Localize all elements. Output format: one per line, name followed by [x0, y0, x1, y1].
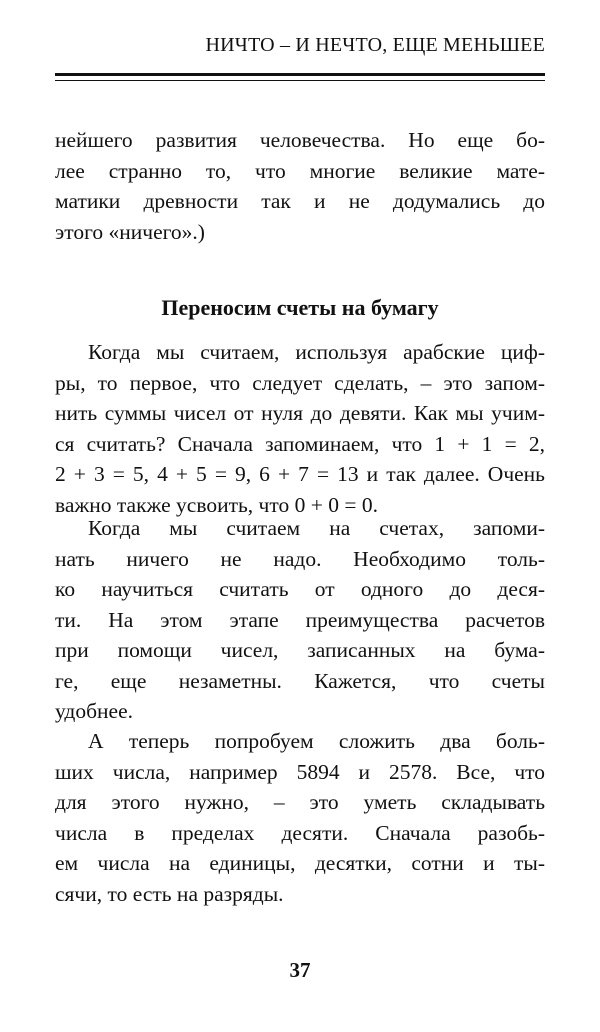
- text-line: матики древности так и не додумались до: [55, 189, 545, 213]
- paragraph-1: [55, 337, 545, 520]
- continuation-paragraph: [55, 125, 545, 247]
- section-heading: Переносим счеты на бумагу: [161, 295, 439, 320]
- text-line: 2 + 3 = 5, 4 + 5 = 9, 6 + 7 = 13 и так далее. Очень: [55, 462, 545, 486]
- text-line: Когда мы считаем на счетах, запоми-: [88, 516, 545, 540]
- paragraph-2: [55, 513, 545, 727]
- text-line: важно также усвоить, что 0 + 0 = 0.: [55, 492, 378, 517]
- text-line: ры, то первое, что следует сделать, – это запом-: [55, 370, 545, 395]
- text-line: для этого нужно, – это уметь складывать: [55, 790, 545, 814]
- text-line: ти. На этом этапе преимущества расчетов: [55, 607, 545, 632]
- text-line: числа в пределах десяти. Сначала разобь-: [55, 820, 545, 845]
- header-rule-thick: [55, 73, 545, 76]
- header-rule-thin: [55, 80, 545, 81]
- text-line: лее странно то, что многие великие мате-: [55, 158, 545, 183]
- text-line: Когда мы считаем, используя арабские циф-: [88, 340, 545, 364]
- text-line: ся считать? Сначала запоминаем, что 1 + 1 = 2,: [55, 431, 545, 456]
- text-line: ем числа на единицы, десятки, сотни и ты-: [55, 851, 545, 875]
- text-line: А теперь попробуем сложить два боль-: [88, 729, 545, 753]
- paragraph-3: [55, 726, 545, 909]
- text-line: при помощи чисел, записанных на бума-: [55, 638, 545, 662]
- running-head: НИЧТО – И НЕЧТО, ЕЩЕ МЕНЬШЕЕ: [205, 34, 545, 56]
- text-line: удобнее.: [55, 699, 133, 723]
- text-line: нейшего развития человечества. Но еще бо-: [55, 128, 545, 152]
- text-line: ших числа, например 5894 и 2578. Все, что: [55, 759, 545, 784]
- text-line: нить суммы чисел от нуля до девяти. Как мы учим-: [55, 401, 545, 425]
- page-number: 37: [289, 958, 311, 982]
- text-line: ге, еще незаметны. Кажется, что счеты: [55, 668, 545, 693]
- text-line: ко научиться считать от одного до деся-: [55, 577, 545, 601]
- text-line: этого «ничего».): [55, 219, 205, 244]
- text-line: нать ничего не надо. Необходимо толь-: [55, 546, 545, 571]
- text-line: сячи, то есть на разряды.: [55, 881, 284, 906]
